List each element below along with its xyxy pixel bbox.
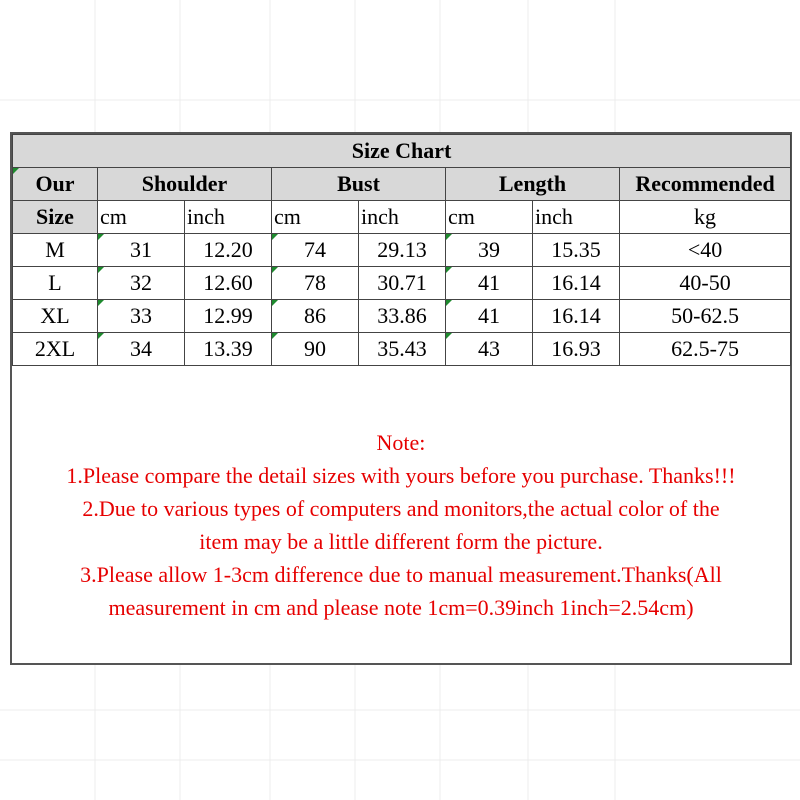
table-row [13,267,791,300]
cell-length-cm: 43 [446,333,533,366]
cell-length-inch: 16.14 [533,300,620,333]
note-line-2a: 2.Due to various types of computers and monitors,the actual color of the [82,496,720,521]
cell-bust-cm: 78 [272,267,359,300]
note-line-2b: item may be a little different form the picture. [199,529,603,554]
cell-length-inch: 15.35 [533,234,620,267]
note-line-3a: 3.Please allow 1-3cm difference due to manual measurement.Thanks(All [80,562,722,587]
cell-bust-cm: 86 [272,300,359,333]
cell-shoulder-inch: 12.60 [185,267,272,300]
cell-length-cm: 41 [446,267,533,300]
cell-bust-inch: 30.71 [359,267,446,300]
header-row [13,168,791,201]
cell-shoulder-inch: 13.39 [185,333,272,366]
recommended-header: Recommended [620,168,791,201]
cell-length-inch: 16.14 [533,267,620,300]
bust-header: Bust [272,168,446,201]
unit-recommended: kg [620,201,791,234]
shoulder-header: Shoulder [98,168,272,201]
cell-shoulder-inch: 12.99 [185,300,272,333]
cell-length-inch: 16.93 [533,333,620,366]
cell-kg: 62.5-75 [620,333,791,366]
cell-length-cm: 41 [446,300,533,333]
unit-bust-inch: inch [359,201,446,234]
cell-length-cm: 39 [446,234,533,267]
unit-bust-cm: cm [272,201,359,234]
cell-shoulder-cm: 32 [98,267,185,300]
cell-bust-cm: 74 [272,234,359,267]
cell-kg: <40 [620,234,791,267]
cell-shoulder-inch: 12.20 [185,234,272,267]
unit-length-inch: inch [533,201,620,234]
cell-bust-inch: 29.13 [359,234,446,267]
table-row [13,234,791,267]
cell-shoulder-cm: 33 [98,300,185,333]
unit-shoulder-cm: cm [98,201,185,234]
size-header-top: Our [13,168,98,201]
size-chart-sheet [10,132,792,665]
cell-kg: 40-50 [620,267,791,300]
unit-shoulder-inch: inch [185,201,272,234]
notes-block [12,426,790,624]
unit-row [13,201,791,234]
note-heading: Note: [376,430,426,455]
table-row [13,333,791,366]
cell-shoulder-cm: 34 [98,333,185,366]
row-size: L [13,267,98,300]
table-row [13,300,791,333]
table-title: Size Chart [13,135,791,168]
note-line-3b: measurement in cm and please note 1cm=0.39inch 1inch=2.54cm) [108,595,694,620]
size-table [12,134,791,366]
unit-length-cm: cm [446,201,533,234]
note-line-1: 1.Please compare the detail sizes with yours before you purchase. Thanks!!! [66,463,736,488]
row-size: M [13,234,98,267]
row-size: XL [13,300,98,333]
size-header-bottom: Size [13,201,98,234]
title-row [13,135,791,168]
row-size: 2XL [13,333,98,366]
cell-bust-inch: 35.43 [359,333,446,366]
length-header: Length [446,168,620,201]
cell-shoulder-cm: 31 [98,234,185,267]
cell-bust-inch: 33.86 [359,300,446,333]
cell-kg: 50-62.5 [620,300,791,333]
cell-bust-cm: 90 [272,333,359,366]
